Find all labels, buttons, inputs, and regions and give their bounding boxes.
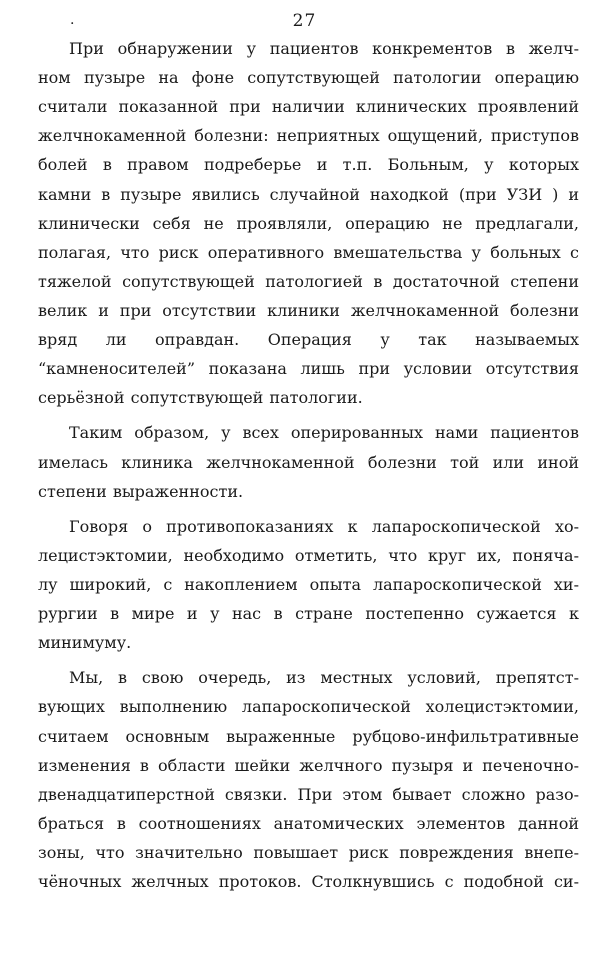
text-line: клинически себя не проявляли, операцию не предлагали,	[38, 213, 579, 233]
text-line: желчнокаменной болезни: неприятных ощущений, приступов	[38, 126, 579, 146]
text-line: камни в пузыре явились случайной находкой (при УЗИ ) и	[38, 184, 579, 204]
text-line: двенадцатиперстной связки. При этом бывает сложно разо-	[38, 784, 579, 804]
text-line: тяжелой сопутствующей патологией в достаточной степени	[38, 271, 579, 291]
text-line: серьёзной сопутствующей патологии.	[38, 388, 363, 408]
text-line: чёночных желчных протоков. Столкнувшись с подобной си-	[38, 872, 579, 892]
page-mark: .	[70, 12, 75, 28]
text-line: имелась клиника желчнокаменной болезни той или иной	[38, 452, 579, 472]
text-line: полагая, что риск оперативного вмешательства у больных с	[38, 242, 579, 262]
paragraph-4	[38, 663, 579, 896]
text-line: вряд ли оправдан. Операция у так называемых	[38, 330, 579, 350]
text-line: браться в соотношениях анатомических элементов данной	[38, 813, 579, 833]
text-line: лецистэктомии, необходимо отметить, что круг их, поняча-	[38, 545, 579, 565]
text-line: велик и при отсутствии клиники желчнокаменной болезни	[38, 300, 579, 320]
text-line: При обнаружении у пациентов конкрементов в желч-	[69, 39, 579, 58]
paragraph-3	[38, 512, 579, 658]
text-line: ном пузыре на фоне сопутствующей патологии операцию	[38, 68, 579, 88]
text-line: считали показанной при наличии клинических проявлений	[38, 97, 579, 117]
text-line: болей в правом подреберье и т.п. Больным, у которых	[38, 155, 579, 175]
body-text	[38, 34, 579, 896]
paragraph-1	[38, 34, 579, 412]
text-line: вующих выполнению лапароскопической холецистэктомии,	[38, 697, 579, 717]
text-line: минимуму.	[38, 633, 132, 653]
text-line: зоны, что значительно повышает риск повреждения внепе-	[38, 842, 579, 862]
text-line: Говоря о противопоказаниях к лапароскопической хо-	[69, 516, 579, 536]
text-line: Мы, в свою очередь, из местных условий, препятст-	[69, 668, 579, 688]
text-line: рургии в мире и у нас в стране постепенно сужается к	[38, 604, 579, 624]
text-line: Таким образом, у всех оперированных нами пациентов	[69, 423, 579, 443]
paragraph-2	[38, 418, 579, 505]
text-line: лу широкий, с накоплением опыта лапароскопической хи-	[38, 574, 579, 594]
text-line: степени выраженности.	[38, 481, 244, 501]
text-line: изменения в области шейки желчного пузыря и печеночно-	[38, 755, 579, 775]
text-line: “камненосителей” показана лишь при условии отсутствия	[38, 359, 579, 379]
text-line: считаем основным выраженные рубцово-инфильтративные	[38, 726, 579, 746]
page-number: 27	[292, 11, 317, 31]
